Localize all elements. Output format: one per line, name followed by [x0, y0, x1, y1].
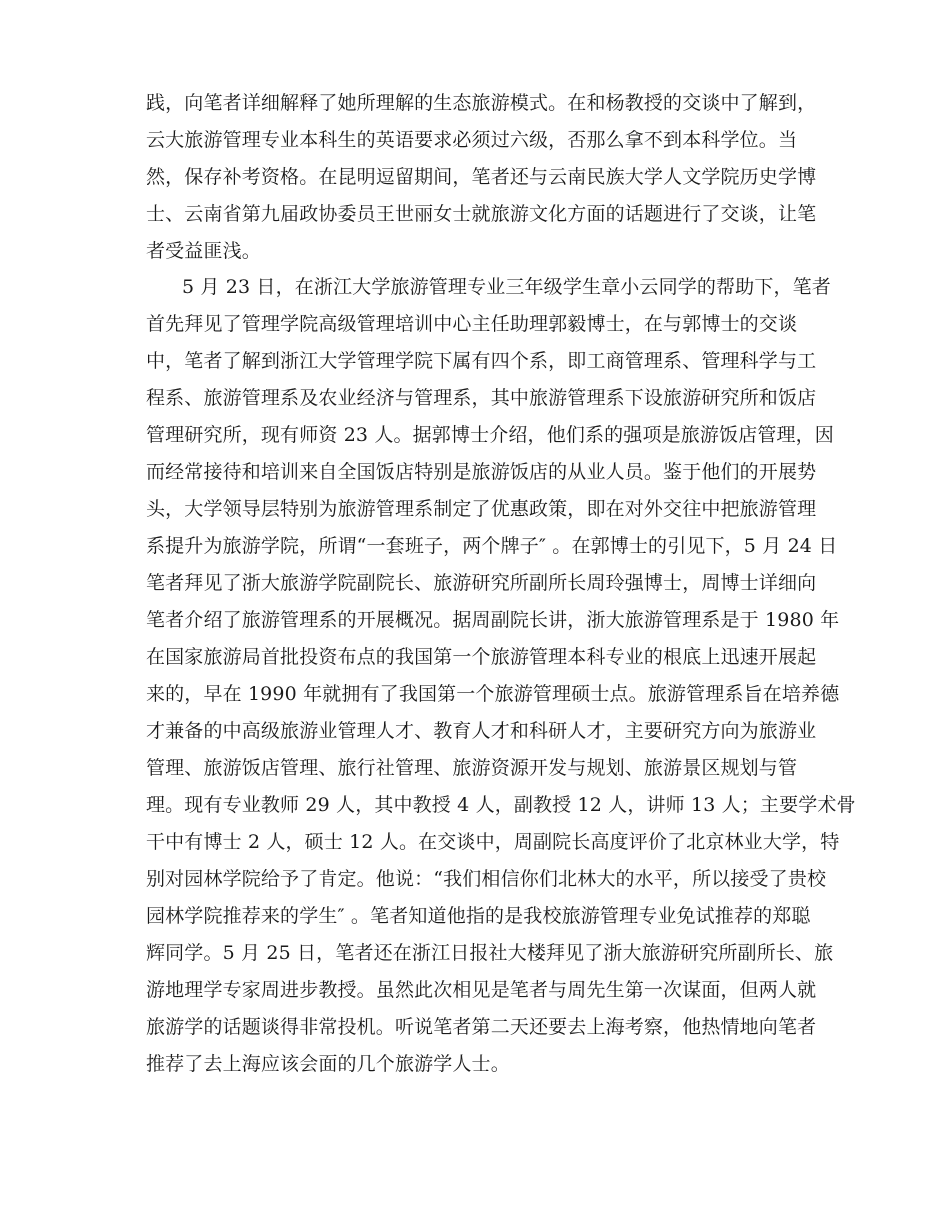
text-line: 园林学院推荐来的学生″ 。笔者知道他指的是我校旅游管理专业免试推荐的郑聪 [146, 905, 811, 927]
text-line: 来的，早在 1990 年就拥有了我国第一个旅游管理硕士点。旅游管理系旨在培养德 [146, 683, 840, 705]
text-line: 管理、旅游饭店管理、旅行社管理、旅游资源开发与规划、旅游景区规划与管 [146, 757, 798, 779]
text-line: 程系、旅游管理系及农业经济与管理系，其中旅游管理系下设旅游研究所和饭店 [146, 387, 817, 409]
text-line: 干中有博士 2 人，硕士 12 人。在交谈中，周副院长高度评价了北京林业大学，特 [146, 831, 840, 853]
text-line: 系提升为旅游学院，所谓“一套班子，两个牌子″ 。在郭博士的引见下，5 月 24 日 [146, 535, 838, 557]
text-line: 践，向笔者详细解释了她所理解的生态旅游模式。在和杨教授的交谈中了解到， [146, 92, 817, 114]
text-line: 旅游学的话题谈得非常投机。听说笔者第二天还要去上海考察，他热情地向笔者 [146, 1016, 817, 1038]
text-line: 头，大学领导层特别为旅游管理系制定了优惠政策，即在对外交往中把旅游管理 [146, 498, 817, 520]
text-line: 推荐了去上海应该会面的几个旅游学人士。 [146, 1053, 510, 1075]
text-line: 云大旅游管理专业本科生的英语要求必须过六级，否那么拿不到本科学位。当 [146, 129, 798, 151]
text-line: 而经常接待和培训来自全国饭店特别是旅游饭店的从业人员。鉴于他们的开展势 [146, 461, 817, 483]
text-line: 在国家旅游局首批投资布点的我国第一个旅游管理本科专业的根底上迅速开展起 [146, 646, 817, 668]
text-line: 辉同学。5 月 25 日，笔者还在浙江日报社大楼拜见了浙大旅游研究所副所长、旅 [146, 942, 834, 964]
text-line: 5 月 23 日，在浙江大学旅游管理专业三年级学生章小云同学的帮助下，笔者 [182, 276, 831, 298]
text-line: 中，笔者了解到浙江大学管理学院下属有四个系，即工商管理系、管理科学与工 [146, 350, 817, 372]
text-line: 笔者介绍了旅游管理系的开展概况。据周副院长讲，浙大旅游管理系是于 1980 年 [146, 609, 840, 631]
text-line: 游地理学专家周进步教授。虽然此次相见是笔者与周先生第一次谋面，但两人就 [146, 979, 817, 1001]
text-line: 笔者拜见了浙大旅游学院副院长、旅游研究所副所长周玲强博士，周博士详细向 [146, 572, 817, 594]
text-line: 首先拜见了管理学院高级管理培训中心主任助理郭毅博士，在与郭博士的交谈 [146, 313, 798, 335]
text-line: 理。现有专业教师 29 人，其中教授 4 人，副教授 12 人，讲师 13 人；主要学术骨 [146, 794, 856, 816]
text-line: 然，保存补考资格。在昆明逗留期间，笔者还与云南民族大学人文学院历史学博 [146, 166, 817, 188]
text-line: 才兼备的中高级旅游业管理人才、教育人才和科研人才，主要研究方向为旅游业 [146, 720, 817, 742]
text-line: 士、云南省第九届政协委员王世丽女士就旅游文化方面的话题进行了交谈，让笔 [146, 203, 817, 225]
text-line: 管理研究所，现有师资 23 人。据郭博士介绍，他们系的强项是旅游饭店管理，因 [146, 424, 834, 446]
text-line: 者受益匪浅。 [146, 240, 261, 262]
text-line: 别对园林学院给予了肯定。他说：“我们相信你们北林大的水平，所以接受了贵校 [146, 868, 827, 890]
